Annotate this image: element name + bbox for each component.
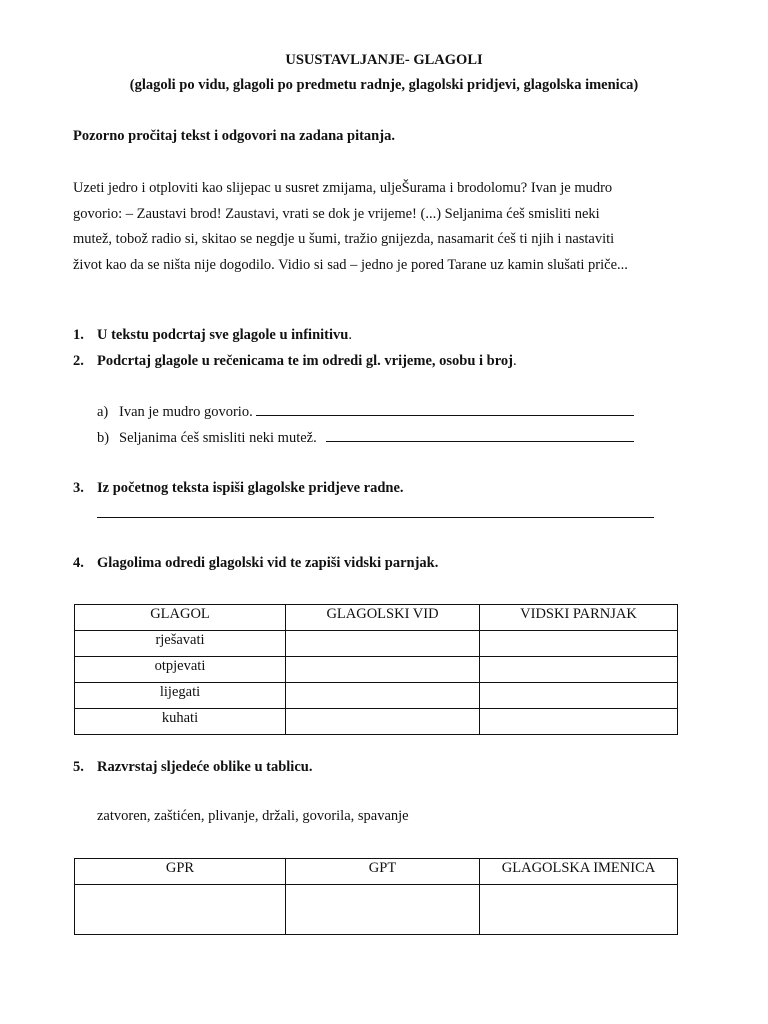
aspect-cell[interactable] bbox=[286, 683, 480, 709]
table-row bbox=[75, 683, 678, 709]
paragraph-line: život kao da se ništa nije dogodilo. Vidio si sad – jedno je pored Tarane uz kamin slušati priče... bbox=[73, 256, 628, 273]
question-number: 3. bbox=[73, 480, 84, 496]
question-tail: . bbox=[513, 353, 517, 369]
table-row bbox=[75, 885, 678, 935]
gpr-cell[interactable] bbox=[75, 885, 286, 935]
word-forms-list: zatvoren, zaštićen, plivanje, držali, govorila, spavanje bbox=[97, 808, 409, 824]
item-label: b) bbox=[97, 430, 110, 446]
item-sentence: Seljanima ćeš smisliti neki mutež. bbox=[119, 430, 317, 446]
pair-cell[interactable] bbox=[480, 709, 678, 735]
verb-cell: rješavati bbox=[75, 631, 286, 657]
question-text: Razvrstaj sljedeće oblike u tablicu. bbox=[97, 759, 313, 775]
question-number: 4. bbox=[73, 555, 84, 571]
table-header: GLAGOLSKA IMENICA bbox=[480, 859, 678, 885]
question-2b bbox=[97, 429, 634, 447]
question-text: U tekstu podcrtaj sve glagole u infinitivu bbox=[97, 327, 349, 343]
question-4 bbox=[73, 555, 438, 572]
reading-paragraph bbox=[73, 176, 683, 278]
question-number: 5. bbox=[73, 759, 84, 775]
question-text: Iz početnog teksta ispiši glagolske pridjeve radne. bbox=[97, 480, 404, 496]
table-header: GPR bbox=[75, 859, 286, 885]
question-number: 1. bbox=[73, 327, 84, 343]
question-number: 2. bbox=[73, 353, 84, 369]
paragraph-line: govorio: – Zaustavi brod! Zaustavi, vrati se dok je vrijeme! (...) Seljanima ćeš smisliti neki bbox=[73, 205, 600, 222]
page-subtitle: (glagoli po vidu, glagoli po predmetu radnje, glagolski pridjevi, glagolska imenica) bbox=[129, 77, 639, 93]
table-row bbox=[75, 709, 678, 735]
item-sentence: Ivan je mudro govorio. bbox=[119, 404, 253, 420]
question-text: Podcrtaj glagole u rečenicama te im odredi gl. vrijeme, osobu i broj bbox=[97, 353, 513, 369]
verb-cell: lijegati bbox=[75, 683, 286, 709]
question-5 bbox=[73, 759, 312, 776]
paragraph-line: Uzeti jedro i otploviti kao slijepac u susret zmijama, uljeŠurama i brodolomu? Ivan je mudro bbox=[73, 180, 613, 196]
aspect-cell[interactable] bbox=[286, 709, 480, 735]
answer-line[interactable] bbox=[97, 517, 654, 518]
question-text: Glagolima odredi glagolski vid te zapiši vidski parnjak. bbox=[97, 555, 439, 571]
table-header-row bbox=[75, 605, 678, 631]
page-title: USUSTAVLJANJE- GLAGOLI bbox=[285, 52, 483, 68]
aspect-cell[interactable] bbox=[286, 631, 480, 657]
table-header: VIDSKI PARNJAK bbox=[480, 605, 678, 631]
table-header: GLAGOLSKI VID bbox=[286, 605, 480, 631]
classification-table bbox=[74, 858, 678, 935]
question-1 bbox=[73, 327, 352, 344]
verb-aspect-table bbox=[74, 604, 678, 735]
pair-cell[interactable] bbox=[480, 631, 678, 657]
pair-cell[interactable] bbox=[480, 657, 678, 683]
verb-cell: otpjevati bbox=[75, 657, 286, 683]
answer-line[interactable] bbox=[326, 429, 634, 442]
table-row bbox=[75, 631, 678, 657]
question-3 bbox=[73, 480, 404, 497]
table-header: GPT bbox=[286, 859, 480, 885]
gpt-cell[interactable] bbox=[286, 885, 480, 935]
question-2 bbox=[73, 353, 517, 370]
verb-cell: kuhati bbox=[75, 709, 286, 735]
question-tail: . bbox=[348, 327, 352, 343]
question-2a bbox=[97, 403, 634, 421]
paragraph-line: mutež, tobož radio si, skitao se negdje u šumi, tražio gnijezda, nasamarit ćeš ti njih i nastaviti bbox=[73, 231, 615, 247]
instruction: Pozorno pročitaj tekst i odgovori na zadana pitanja. bbox=[73, 128, 395, 144]
noun-cell[interactable] bbox=[480, 885, 678, 935]
item-label: a) bbox=[97, 404, 109, 420]
table-header: GLAGOL bbox=[75, 605, 286, 631]
table-header-row bbox=[75, 859, 678, 885]
answer-line[interactable] bbox=[256, 403, 634, 416]
pair-cell[interactable] bbox=[480, 683, 678, 709]
aspect-cell[interactable] bbox=[286, 657, 480, 683]
table-row bbox=[75, 657, 678, 683]
